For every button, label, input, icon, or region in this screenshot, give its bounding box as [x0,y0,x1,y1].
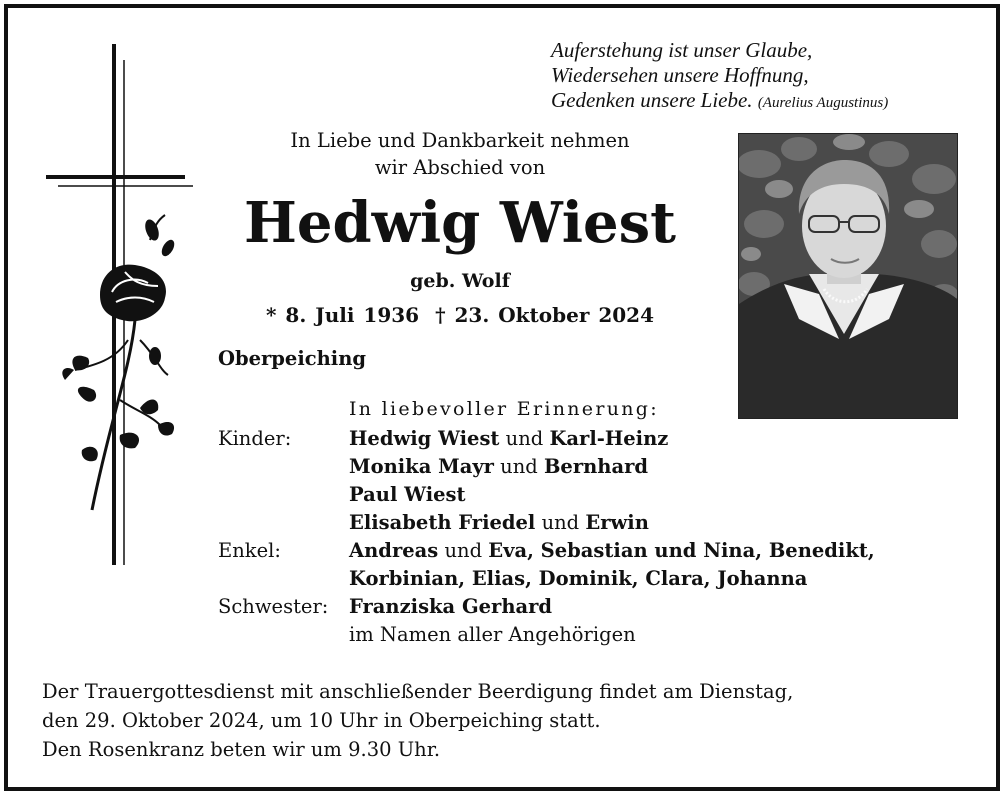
service-info: Der Trauergottesdienst mit anschließender Beerdigung findet am Dienstag, den 29. Oktober 2024, um 10 Uhr in Oberpeiching statt. Den Rosenkranz beten wir um 9.30 Uhr. [42,680,794,761]
sister-name: Franziska Gerhard [349,595,553,618]
birth-date: * 8. Juli 1936 [265,303,420,327]
intro-text: In Liebe und Dankbarkeit nehmen wir Abschied von [290,129,630,179]
grandchildren-row: Korbinian, Elias, Dominik, Clara, Johanna [349,567,808,590]
child-row: Hedwig Wiest und Karl-Heinz [349,427,669,450]
children-label: Kinder: [218,427,292,450]
epigraph-quote [551,38,991,116]
child-row: Paul Wiest [349,483,466,506]
life-dates [210,303,710,327]
birth-name: geb. Wolf [410,270,510,292]
quote-line-3: Gedenken unsere Liebe. (Aurelius Augustinus) [551,88,889,112]
closing-line: im Namen aller Angehörigen [349,623,636,646]
grandchildren-row: Andreas und Eva, Sebastian und Nina, Benedikt, [349,539,875,562]
quote-line-1: Auferstehung ist unser Glaube, [551,38,813,62]
cross-with-rose-icon [40,40,200,575]
child-row: Monika Mayr und Bernhard [349,455,649,478]
quote-author: (Aurelius Augustinus) [757,95,889,111]
portrait-photo [738,133,958,419]
child-row: Elisabeth Friedel und Erwin [349,511,649,534]
sister-label: Schwester: [218,595,329,618]
memory-heading: In liebevoller Erinnerung: [349,398,659,420]
death-date: † 23. Oktober 2024 [435,303,654,327]
deceased-name: Hedwig Wiest [243,190,677,256]
quote-line-2: Wiedersehen unsere Hoffnung, [551,63,809,87]
grandchildren-label: Enkel: [218,539,281,562]
residence-place: Oberpeiching [218,347,367,370]
